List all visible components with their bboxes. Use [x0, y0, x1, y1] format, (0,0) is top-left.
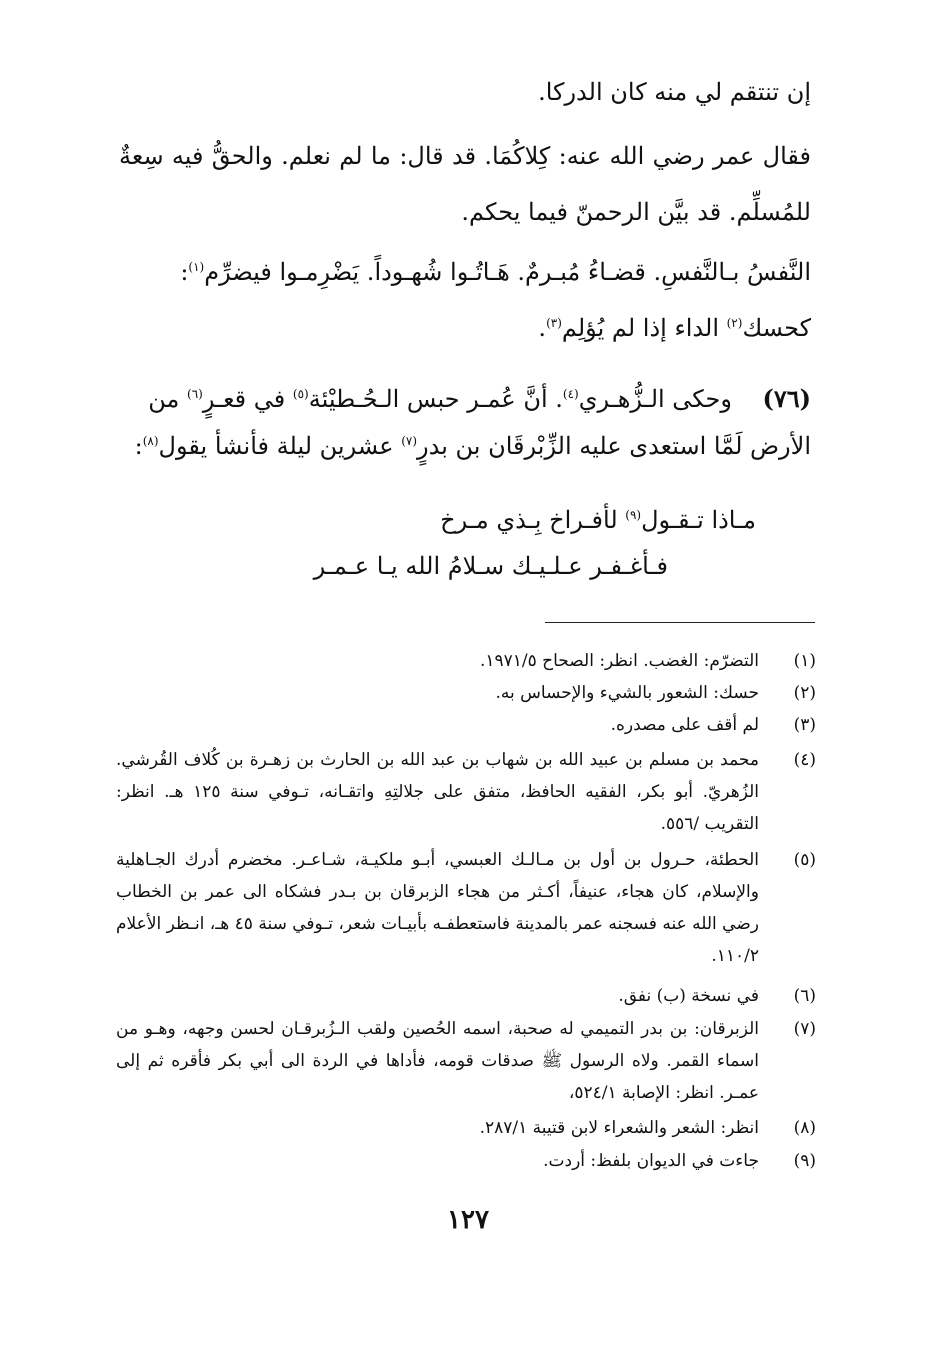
footnote-ref-4[interactable]: (٤)	[562, 387, 579, 401]
footnote-ref-3[interactable]: (٣)	[546, 316, 562, 330]
footnote-ref-7[interactable]: (٧)	[401, 434, 418, 448]
rajaz-line-1: النَّفسُ بـالنَّفسِ. قضـاءُ مُبـرمٌ. هَـاتُـوا شُهـوداً. يَضْرِمـوا فيضرِّم$^{(١)}$:	[180, 258, 811, 286]
footnote-1: (١) التضرّم: الغضب. انظر: الصحاح ١٩٧١/٥.	[479, 651, 816, 671]
section-number: (٧٦)	[762, 384, 811, 413]
paragraph-76-line-2: الأرض لَمَّا استعدى عليه الزِّبْرقَان بن بدرٍ$^{(٧)}$ عشرين ليلة فأنشأ يقول$^{(٨)}$:	[134, 432, 811, 460]
footnote-ref-9[interactable]: (٩)	[625, 508, 642, 522]
footnote-2: (٢) حسك: الشعور بالشيء والإحساس به.	[495, 683, 816, 703]
paragraph-76-line-1: (٧٦) وحكى الـزُّهـري$^{(٤)}$. أنَّ عُمـر حبس الـحُـطيْئة$^{(٥)}$ في قعـرٍ$^{(٦)}$ من	[148, 384, 811, 413]
footnote-ref-2[interactable]: (٢)	[726, 316, 743, 330]
footnote-ref-5[interactable]: (٥)	[292, 387, 309, 401]
footnote-5: (٥) الحطئة، حـرول بن أول بن مـالـك العبسي، أبـو ملكيـة، شـاعـر. مخضرم أدرك الجـاهلية والإسلام، كان هجاء، عنيفاً، أكـثر من هجاء الزبرقان بن بـدر فشكاه الى عمر بن الخطاب رضي الله عنه فسجنه عمر بالمدينة فاستعطفـه بأبيـات شعر، تـوفي سنة ٤٥ هـ، انـظر الأعلام ١١٠/٢.	[116, 850, 816, 966]
poem-verse-2: فـأغـفـر عـلـيـك سـلامُ الله يـا عـمـر	[313, 552, 668, 580]
footnote-ref-1[interactable]: (١)	[188, 260, 205, 274]
footnote-3: (٣) لم أقف على مصدره.	[610, 715, 816, 735]
paragraph-umar-reply: فقال عمر رضي الله عنه: كِلاكُمَا. قد قال: ما لم نعلم. والحقُّ فيه سِعةٌ للمُسلِّم. قد بيَّن الرحمنّ فيما يحكم.	[119, 142, 811, 226]
footnote-ref-8[interactable]: (٨)	[142, 434, 159, 448]
footnote-6: (٦) في نسخة (ب) نفق.	[618, 986, 816, 1006]
rajaz-line-2: كحسك$^{(٢)}$ الداء إذا لم يُؤلِم$^{(٣)}$.	[538, 314, 811, 342]
verse-line-continuation: إن تنتقم لي منه كان الدركا.	[538, 78, 811, 106]
footnote-4: (٤) محمد بن مسلم بن عبيد الله بن شهاب بن عبد الله بن الحارث بن زهـرة بن كُلاف القُرشي. الزُهريّ. أبو بكر، الفقيه الحافظ، متفق على جلالتِهِ واتقـانه، تـوفي سنة ١٢٥ هـ. انظر: التقريب /٥٥٦.	[116, 750, 816, 834]
footnote-8: (٨) انظر: الشعر والشعراء لابن قتيبة ٢٨٧/١.	[479, 1118, 816, 1138]
footnote-divider	[545, 622, 815, 623]
page-number: ١٢٧	[447, 1205, 489, 1235]
footnote-7: (٧) الزبرقان: بن بدر التميمي له صحبة، اسمه الحُصين ولقب الـزُبرقـان لحسن وجهه، وهـو من اسماء القمر. ولاه الرسول ﷺ صدقات قومه، فأداها في الردة الى أبي بكر فأقره ثم إلى عمـر. انظر: الإصابة ٥٢٤/١،	[116, 1019, 816, 1103]
footnote-9: (٩) جاءت في الديوان بلفظ: أردت.	[543, 1151, 816, 1171]
footnote-ref-6[interactable]: (٦)	[187, 387, 203, 401]
poem-verse-1: مـاذا تـقـول$^{(٩)}$ لأفـراخ بِـذي مـرخ	[440, 506, 756, 534]
